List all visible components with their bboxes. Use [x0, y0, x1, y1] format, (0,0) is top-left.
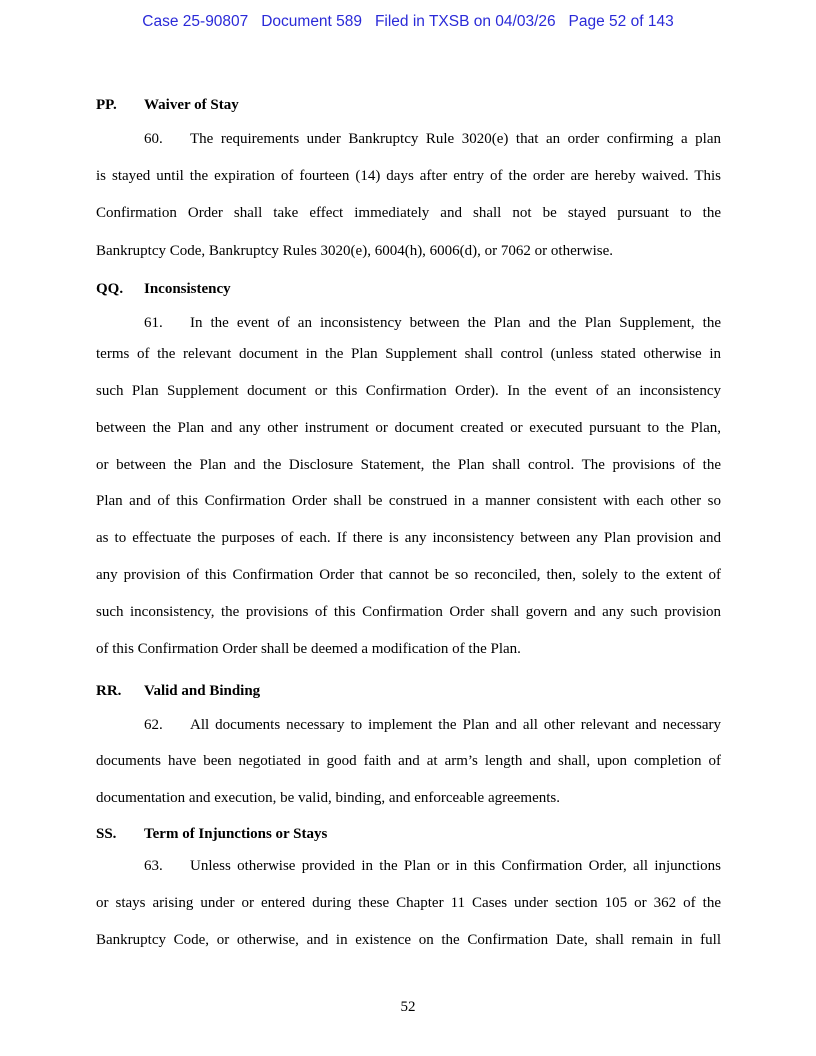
paragraph-number: 61. [144, 315, 163, 331]
filing-header [0, 13, 816, 31]
paragraph-text: The requirements under Bankruptcy Rule 3020(e) that an order confirming a plan [190, 131, 721, 147]
paragraph-line: such inconsistency, the provisions of this Confirmation Order shall govern and any such provision [96, 604, 721, 620]
paragraph-text: Unless otherwise provided in the Plan or in this Confirmation Order, all injunctions [190, 858, 721, 874]
paragraph-line [144, 857, 721, 875]
document-number: Document 589 [261, 13, 363, 30]
page-count: Page 52 of 143 [568, 13, 674, 30]
paragraph-line: or stays arising under or entered during these Chapter 11 Cases under section 105 or 362 of the [96, 895, 721, 911]
paragraph-line: Plan and of this Confirmation Order shall be construed in a manner consistent with each other so [96, 493, 721, 509]
page-number: 52 [400, 999, 416, 1015]
section-heading [96, 825, 721, 843]
paragraph-line: as to effectuate the purposes of each. If there is any inconsistency between any Plan provision and [96, 530, 721, 546]
section-id: SS. [96, 826, 117, 842]
filing-info: Filed in TXSB on 04/03/26 [374, 13, 556, 30]
paragraph-line [144, 314, 721, 332]
section-heading [96, 682, 721, 700]
paragraph-line: Bankruptcy Code, Bankruptcy Rules 3020(e), 6004(h), 6006(d), or 7062 or otherwise. [96, 243, 613, 259]
paragraph-line: or between the Plan and the Disclosure Statement, the Plan shall control. The provisions of the [96, 457, 721, 473]
section-title: Inconsistency [144, 281, 231, 297]
paragraph-line [144, 130, 721, 148]
section-id: RR. [96, 683, 122, 699]
section-title: Waiver of Stay [144, 97, 239, 113]
section-heading [96, 96, 721, 114]
paragraph-line: terms of the relevant document in the Plan Supplement shall control (unless stated otherwise in [96, 346, 721, 362]
section-id: PP. [96, 97, 117, 113]
paragraph-text: In the event of an inconsistency between the Plan and the Plan Supplement, the [190, 315, 721, 331]
section-title: Valid and Binding [144, 683, 261, 699]
section-id: QQ. [96, 281, 124, 297]
paragraph-number: 63. [144, 858, 163, 874]
paragraph-text: All documents necessary to implement the Plan and all other relevant and necessary [190, 717, 721, 733]
section-title: Term of Injunctions or Stays [144, 826, 328, 842]
paragraph-line: between the Plan and any other instrument or document created or executed pursuant to the Plan, [96, 420, 721, 436]
paragraph-line: any provision of this Confirmation Order that cannot be so reconciled, then, solely to the extent of [96, 567, 721, 583]
paragraph-line: of this Confirmation Order shall be deemed a modification of the Plan. [96, 641, 521, 657]
paragraph-line: Bankruptcy Code, or otherwise, and in existence on the Confirmation Date, shall remain in full [96, 932, 721, 948]
paragraph-line: documentation and execution, be valid, binding, and enforceable agreements. [96, 790, 560, 806]
paragraph-number: 62. [144, 717, 163, 733]
paragraph-line: is stayed until the expiration of fourteen (14) days after entry of the order are hereby waived. This [96, 168, 721, 184]
paragraph-line: Confirmation Order shall take effect immediately and shall not be stayed pursuant to the [96, 205, 721, 221]
paragraph-line: documents have been negotiated in good faith and at arm’s length and shall, upon completion of [96, 753, 721, 769]
paragraph-line: such Plan Supplement document or this Confirmation Order). In the event of an inconsistency [96, 383, 721, 399]
case-number: Case 25-90807 [142, 13, 249, 30]
paragraph-number: 60. [144, 131, 163, 147]
paragraph-line [144, 716, 721, 734]
section-heading [96, 280, 721, 298]
